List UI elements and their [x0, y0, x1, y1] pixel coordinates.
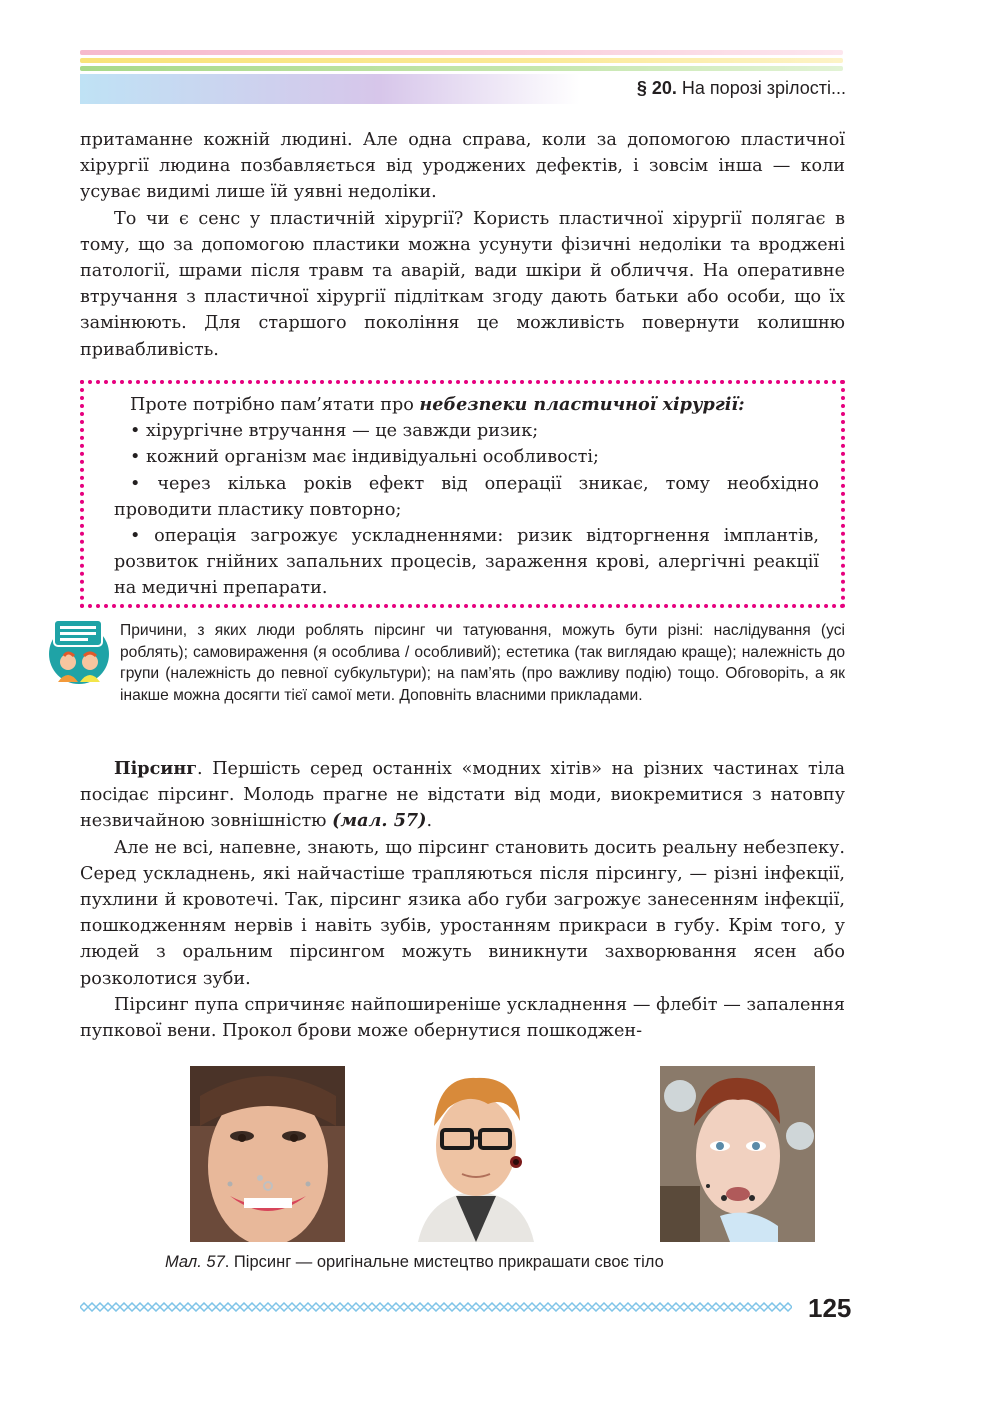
paragraph: Але не всі, напевне, знають, що пірсинг становить досить реальну небезпеку. Серед ускладнень, які найчастіше трапляються після пірсингу, — різні інфекції, пухлини й кровотечі. Так, пірсинг язика або губи загрожує занесенням інфекції, пошкодженням нервів і навіть зубів, уростанням прикраси в губу. Крім того, у людей з оральним пірсингом можуть виникнути захворювання ясен або розколотися зуби.	[80, 837, 845, 989]
dangers-intro-text: Проте потрібно пам’ятати про	[130, 395, 420, 415]
body-text-piercing	[80, 756, 845, 1044]
dangers-list	[114, 392, 819, 602]
dangers-box	[80, 380, 845, 608]
section-title	[637, 78, 846, 99]
paragraph: Пірсинг пупа спричиняє найпоширеніше ускладнення — флебіт — запалення пупкової вени. Прокол брови може обернутися пошкоджен-	[80, 994, 845, 1042]
dangers-bullet: • операція загрожує ускладненнями: ризик відторгнення імплантів, розвиток гнійних запальних процесів, зараження крові, алергічні реакції на медичні препарати.	[114, 526, 819, 599]
paragraph-text: . Першість серед останніх «модних хітів» на різних частинах тіла посідає пірсинг. Молодь прагне не відстати від моди, виокремитися з натовпу незвичайною зовнішністю	[80, 759, 845, 832]
section-name: На порозі зрілості...	[676, 78, 846, 98]
dangers-bullet: • кожний організм має індивідуальні особливості;	[130, 447, 599, 468]
header-stripe-yellow	[80, 58, 843, 63]
figure-reference: (мал. 57)	[332, 810, 427, 832]
photo-girl-lip-piercing	[660, 1066, 815, 1242]
paragraph: притаманне кожній людині. Але одна справа, коли за допомогою пластичної хірургії людина позбавляється від уроджених дефектів, і зовсім інша — коли усуває видимі лише їй уявні недоліки.	[80, 130, 845, 203]
paragraph-text: .	[426, 811, 433, 832]
header-stripe-blue	[80, 74, 580, 104]
header-stripe-pink	[80, 50, 843, 55]
figure-caption-text: . Пірсинг — оригінальне мистецтво прикрашати своє тіло	[224, 1253, 664, 1271]
page-number: 125	[808, 1293, 852, 1323]
term-piercing: Пірсинг	[114, 758, 198, 779]
dangers-emphasis: небезпеки пластичної хірургії:	[419, 394, 745, 415]
dangers-bullet: • хірургічне втручання — це завжди ризик;	[130, 421, 539, 442]
paragraph: То чи є сенс у пластичній хірургії? Користь пластичної хірургії полягає в тому, що за допомогою пластики можна усунути фізичні недоліки та вроджені патології, шрами після травм та аварій, вади шкіри й обличчя. На оперативне втручання з пластичної хірургії підліткам згоду дають батьки або особи, що їх замінюють. Для старшого покоління це можливість повернути колишню привабливість.	[80, 208, 845, 360]
footer-wave-decoration	[80, 1302, 792, 1312]
figure-label: Мал. 57	[165, 1253, 225, 1271]
section-number: § 20.	[636, 78, 677, 98]
paragraph-piercing-intro	[80, 756, 845, 835]
discussion-icon	[46, 616, 112, 686]
body-text-top	[80, 127, 845, 363]
discussion-text: Причини, з яких люди роблять пірсинг чи татуювання, можуть бути різні: наслідування (усі роблять); самовираження (я особлива / особливий); естетика (так виглядаю краще); належність до групи (належність до певної субкультури); на пам’ять (про важливу подію) тощо. Обговоріть, а як інакше можна досягти тієї самої мети. Доповніть власними прикладами.	[120, 622, 845, 704]
dangers-bullet: • через кілька років ефект від операції зникає, тому необхідно проводити пластику повторно;	[114, 473, 819, 520]
photo-boy-glasses	[398, 1066, 553, 1242]
photo-girl-smiling	[190, 1066, 345, 1242]
figure-caption	[165, 1253, 664, 1272]
header-stripe-green	[80, 66, 843, 71]
dangers-intro	[114, 392, 819, 418]
